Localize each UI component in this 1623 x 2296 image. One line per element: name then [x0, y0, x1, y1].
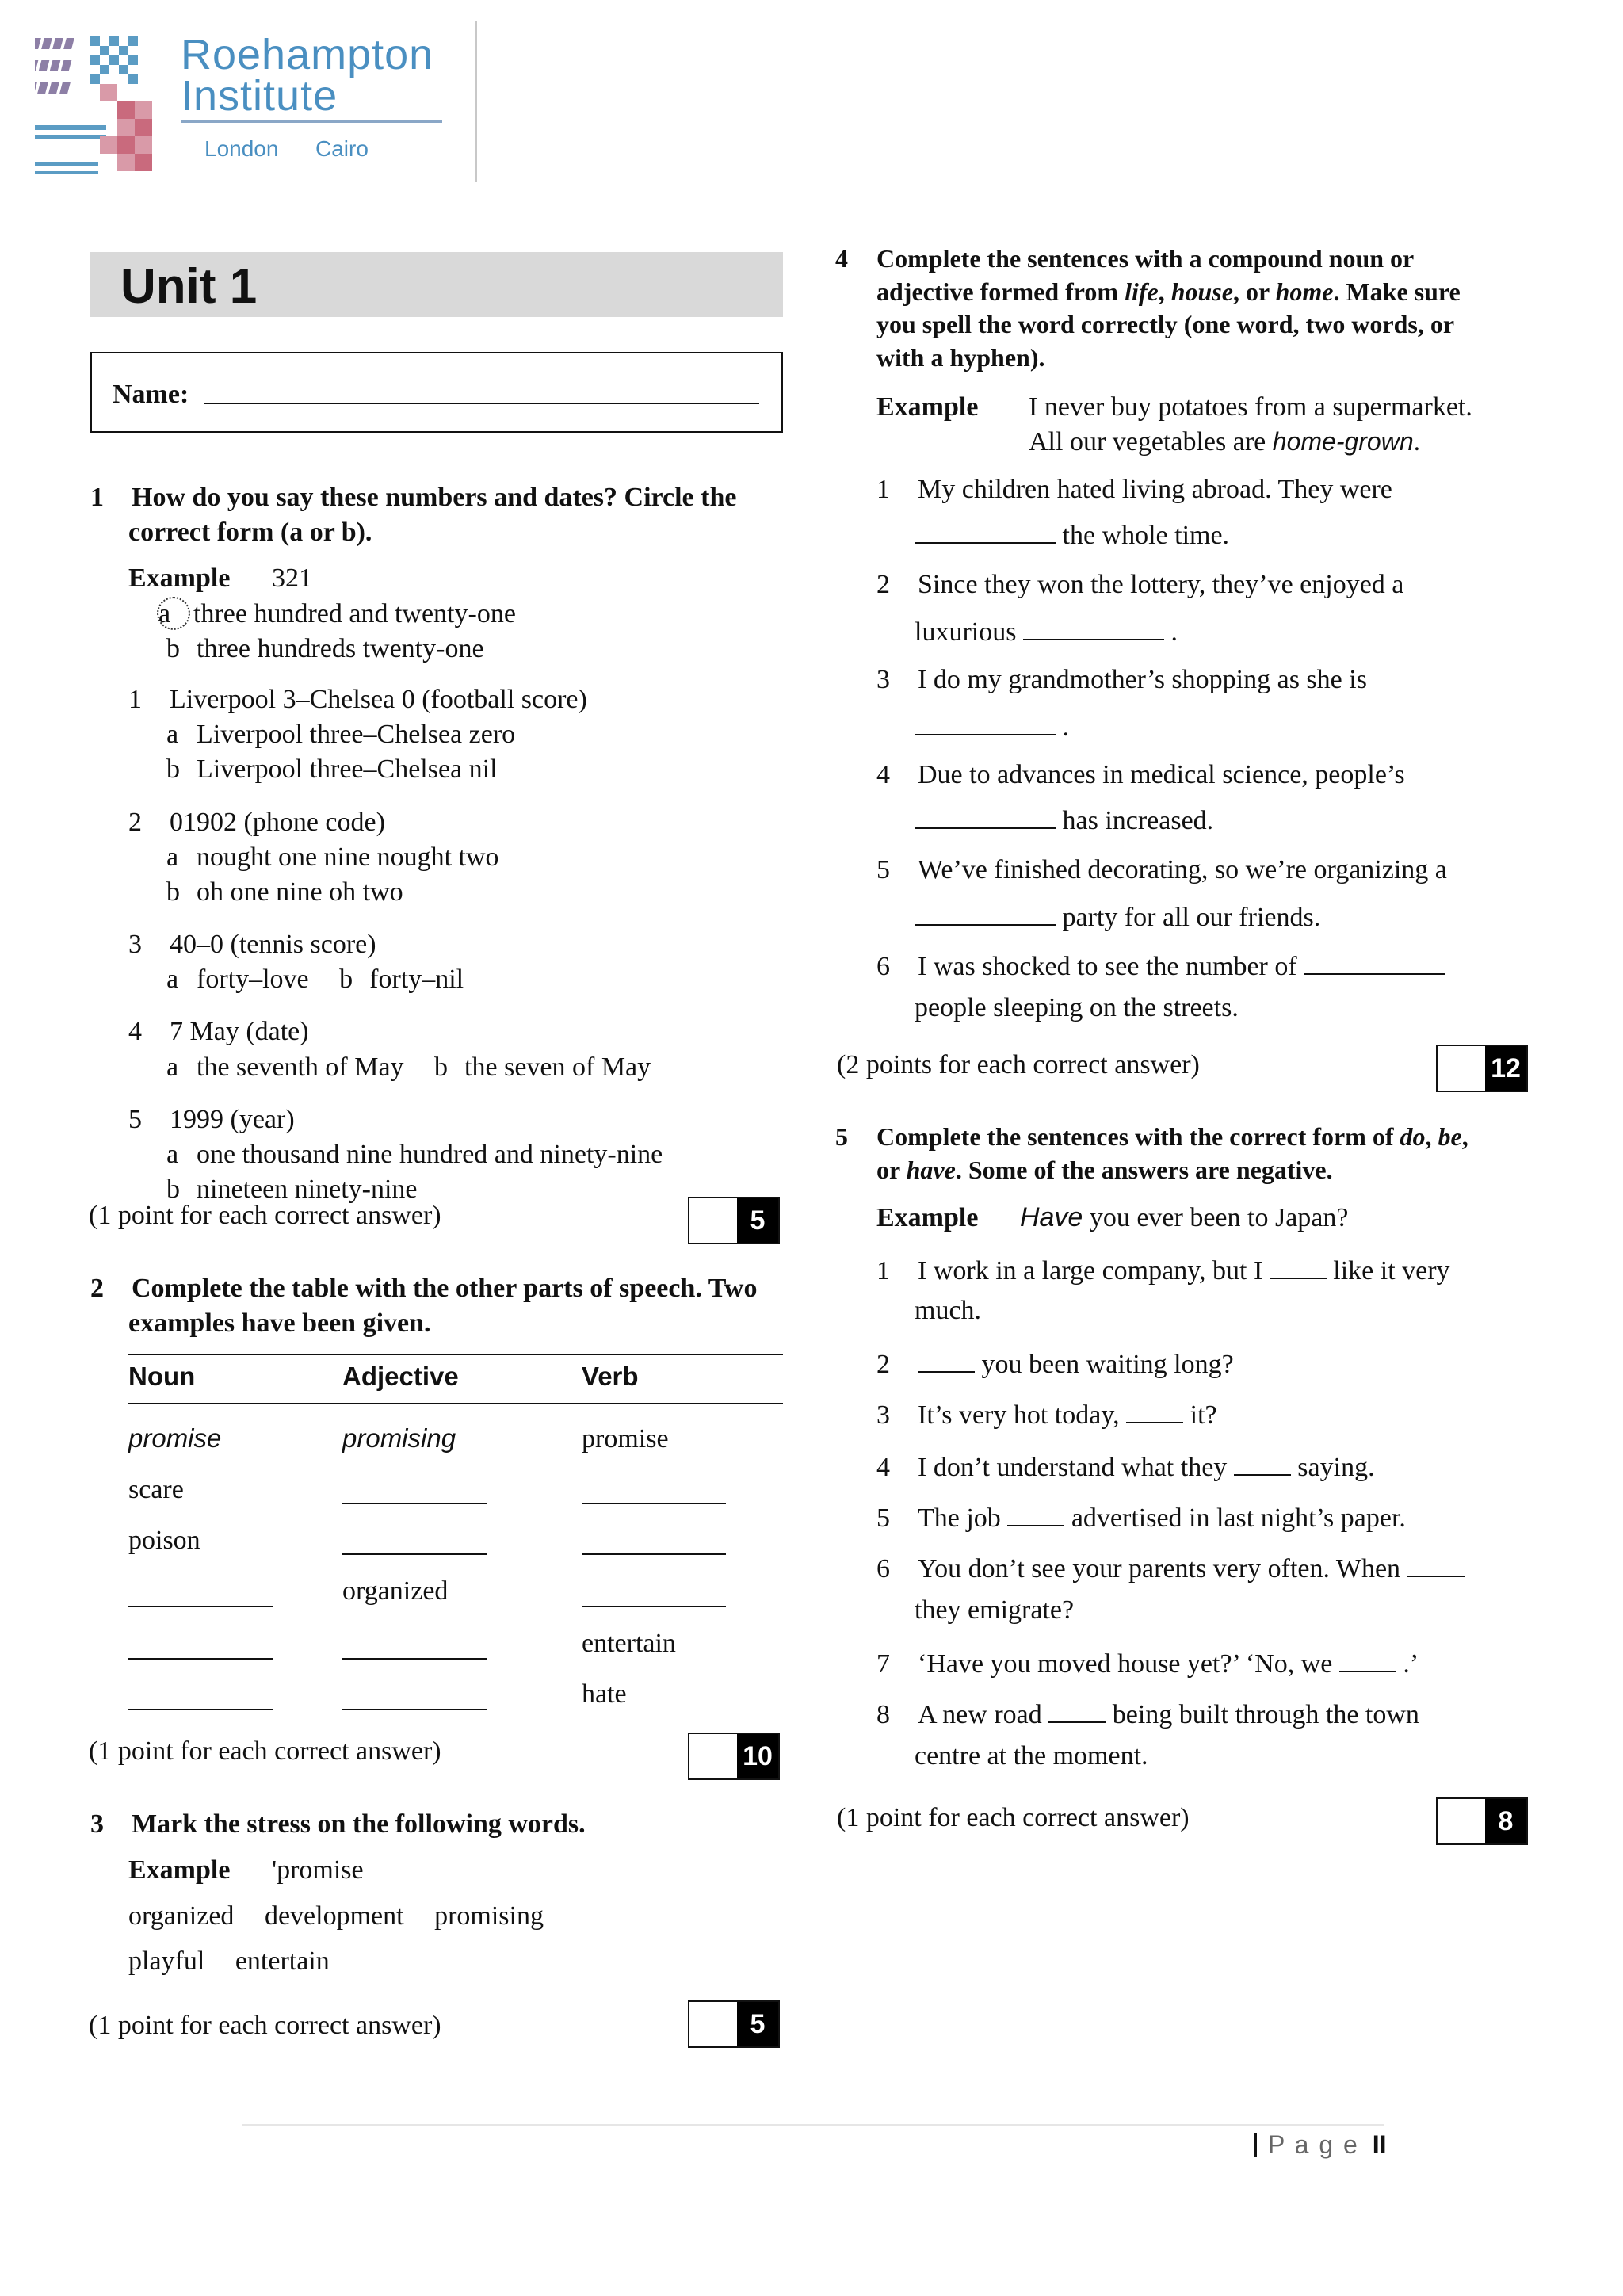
name-box — [90, 352, 783, 433]
q3-section — [90, 1807, 788, 1979]
q4-item: 3 I do my grandmother’s shopping as she is — [876, 665, 1367, 694]
q4-number: 4 — [835, 244, 848, 273]
stress-word: organized — [128, 1901, 235, 1931]
stress-word: playful — [128, 1946, 205, 1976]
q4-item-line2: the whole time. — [915, 515, 1229, 553]
answer-blank[interactable] — [915, 897, 1056, 926]
page-label: P a g e — [1268, 2130, 1359, 2159]
q1-example-label: Example — [128, 563, 231, 594]
q1-item: 5 1999 (year) a one thousand nine hundred and ninety-nine b nineteen ninety-nine — [128, 1104, 663, 1205]
table-cell: promise — [582, 1424, 669, 1454]
q5-item: 1 I work in a large company, but I like it very — [876, 1251, 1450, 1289]
q5-score: 8 — [1485, 1799, 1526, 1843]
table-cell: organized — [342, 1576, 449, 1606]
q3-score: 5 — [737, 2002, 778, 2046]
q2-title: 2 Complete the table with the other parts of speech. Two examples have been given. — [90, 1271, 788, 1341]
answer-blank[interactable] — [128, 1709, 273, 1710]
answer-blank[interactable] — [1339, 1644, 1396, 1672]
q1-item: 1 Liverpool 3–Chelsea 0 (football score) a Liverpool three–Chelsea zero b Liverpool three–Chelsea nil — [128, 684, 587, 785]
table-cell: entertain — [582, 1629, 676, 1658]
answer-blank[interactable] — [915, 800, 1056, 829]
answer-blank[interactable] — [582, 1553, 726, 1555]
q1-score: 5 — [737, 1198, 778, 1243]
q4-item: 4 Due to advances in medical science, people’s — [876, 760, 1405, 789]
answer-blank[interactable] — [128, 1658, 273, 1660]
q4-item-line2: people sleeping on the streets. — [915, 993, 1239, 1022]
q1-option-b[interactable]: forty–nil — [369, 965, 464, 995]
q5-example: Example Have you ever been to Japan? — [876, 1202, 1349, 1232]
q1-item: 2 01902 (phone code) a nought one nine nought two b oh one nine oh two — [128, 807, 499, 907]
answer-blank[interactable] — [342, 1709, 487, 1710]
q3-example-value: 'promise — [271, 1855, 364, 1885]
q5-points: (1 point for each correct answer) — [837, 1803, 1190, 1832]
q5-item-line2: centre at the moment. — [915, 1741, 1148, 1771]
q1-example-value: 321 — [271, 563, 312, 594]
footer-rule — [242, 2124, 1384, 2126]
q4-item-line2: party for all our friends. — [915, 897, 1320, 935]
answer-blank[interactable] — [918, 1344, 975, 1373]
q1-title-line2: correct form (a or b). — [128, 518, 372, 548]
logo-sub: Institute — [181, 72, 338, 120]
answer-blank[interactable] — [342, 1658, 487, 1660]
q1-example-option-a: three hundred and twenty-one — [193, 598, 516, 628]
q4-score: 12 — [1485, 1046, 1526, 1091]
q5-number: 5 — [835, 1122, 848, 1151]
q5-item: 3 It’s very hot today, it? — [876, 1395, 1217, 1433]
q2-table-header-rule — [128, 1403, 783, 1404]
table-cell: hate — [582, 1679, 627, 1709]
q5-item: 8 A new road being built through the town — [876, 1694, 1419, 1733]
answer-blank[interactable] — [582, 1503, 726, 1504]
q4-item: 2 Since they won the lottery, they’ve enjoyed a — [876, 570, 1404, 599]
stress-word: entertain — [235, 1946, 330, 1976]
q1-item: 3 40–0 (tennis score) a forty–love b forty–nil — [128, 930, 464, 995]
q5-item: 2 you been waiting long? — [876, 1344, 1234, 1382]
q2-number: 2 — [90, 1274, 104, 1303]
q4-score-box — [1436, 1045, 1528, 1092]
q5-example-label: Example — [876, 1203, 979, 1232]
answer-blank[interactable] — [915, 707, 1056, 735]
name-label: Name: — [113, 380, 189, 409]
q1-section: 1 How do you say these numbers and dates? Circle the correct form (a or b). Example 321 a three hundred and twenty-one b three hundreds twenty-one 1 Liverpool 3–Chelsea 0 (football score) a Liverpool three–Chelsea zero b Liverpool three–Chelsea nil 2 01902 (phone code) a nought one nine nought two b oh one nine oh two 3 40–0 (tennis score) a forty–love b forty–nil 4 7 May (date) a the seventh of May b the seven of May 5 1999 (year) a one thousand nine hundred and ninety-nine b nineteen ninety-nine — [90, 480, 788, 1207]
q5-item: 7 ‘Have you moved house yet?’ ‘No, we .’ — [876, 1644, 1419, 1682]
q1-option-a[interactable]: the seventh of May — [197, 1052, 404, 1082]
header-divider — [475, 21, 477, 182]
logo-mark-icon — [35, 32, 185, 182]
table-cell: scare — [128, 1475, 184, 1504]
q1-item: 4 7 May (date) a the seventh of May b the seven of May — [128, 1017, 651, 1082]
q1-option-a[interactable]: one thousand nine hundred and ninety-nine — [197, 1140, 663, 1169]
q1-option-b[interactable]: the seven of May — [464, 1052, 651, 1082]
stress-word: development — [264, 1901, 404, 1931]
logo-rule — [181, 120, 442, 123]
answer-blank[interactable] — [128, 1606, 273, 1607]
answer-blank[interactable] — [1407, 1549, 1465, 1577]
q5-score-box — [1436, 1797, 1528, 1845]
q5-item: 4 I don’t understand what they saying. — [876, 1447, 1375, 1485]
q4-item-line2: luxurious . — [915, 612, 1178, 650]
q1-option-b[interactable]: oh one nine oh two — [197, 877, 403, 907]
q2-header-adjective: Adjective — [342, 1362, 459, 1391]
logo-city-london: London — [204, 136, 279, 161]
q4-title: 4 Complete the sentences with a compound noun or adjective formed from life, house, or home. Make sure you spell the word correctly (one word, two words, or with a hyphen). — [835, 244, 1461, 372]
unit-title-bar — [90, 252, 783, 317]
answer-blank[interactable] — [342, 1553, 487, 1555]
q4-item-line2: . — [915, 707, 1069, 745]
q3-points: (1 point for each correct answer) — [89, 2011, 441, 2040]
answer-blank[interactable] — [1304, 946, 1445, 975]
q1-option-a[interactable]: forty–love — [197, 965, 309, 995]
stress-word: promising — [434, 1901, 544, 1931]
table-cell: poison — [128, 1526, 200, 1555]
footer-bar — [1254, 2133, 1257, 2157]
q1-points: (1 point for each correct answer) — [89, 1201, 441, 1230]
logo-name: Roehampton — [181, 31, 434, 78]
table-cell: promising — [342, 1423, 456, 1453]
q2-score: 10 — [737, 1734, 778, 1778]
q1-example-option-b: three hundreds twenty-one — [197, 633, 484, 663]
q4-item: 5 We’ve finished decorating, so we’re organizing a — [876, 855, 1447, 884]
q4-example-label: Example — [876, 392, 979, 422]
q4-points: (2 points for each correct answer) — [837, 1050, 1200, 1079]
q2-table-top-rule — [128, 1354, 783, 1355]
q5-title: 5 Complete the sentences with the correct form of do, be, or have. Some of the answers are negative. — [835, 1122, 1468, 1184]
q1-title: How do you say these numbers and dates? Circle the — [132, 483, 737, 512]
q2-header-verb: Verb — [582, 1362, 639, 1391]
answer-blank[interactable] — [1126, 1395, 1183, 1423]
q3-example-label: Example — [128, 1855, 231, 1885]
q3-title: Mark the stress on the following words. — [132, 1809, 586, 1839]
name-field[interactable] — [204, 403, 759, 404]
q5-item-line2: much. — [915, 1296, 982, 1325]
q4-item-line2: has increased. — [915, 800, 1213, 839]
q5-item: 5 The job advertised in last night’s paper. — [876, 1498, 1406, 1536]
q1-option-b[interactable]: nineteen ninety-nine — [197, 1175, 418, 1205]
page-footer — [1254, 2130, 1387, 2160]
answer-blank[interactable] — [1270, 1251, 1327, 1279]
answer-blank[interactable] — [582, 1606, 726, 1607]
table-cell: promise — [128, 1423, 222, 1453]
q3-score-box — [688, 2000, 780, 2048]
answer-blank[interactable] — [1234, 1447, 1291, 1476]
q1-option-a[interactable]: Liverpool three–Chelsea zero — [197, 720, 516, 750]
answer-blank[interactable] — [915, 515, 1056, 544]
q3-number: 3 — [90, 1809, 104, 1839]
answer-blank[interactable] — [1048, 1694, 1106, 1723]
q1-number: 1 — [90, 483, 104, 512]
page-number: II — [1372, 2130, 1387, 2159]
q4-item: 6 I was shocked to see the number of — [876, 946, 1445, 984]
answer-blank[interactable] — [1007, 1498, 1064, 1526]
q2-score-box — [688, 1733, 780, 1780]
q4-item: 1 My children hated living abroad. They were — [876, 475, 1392, 504]
q1-option-b[interactable]: Liverpool three–Chelsea nil — [197, 755, 498, 785]
answer-blank[interactable] — [342, 1503, 487, 1504]
q1-score-box — [688, 1197, 780, 1244]
q5-item-line2: they emigrate? — [915, 1595, 1075, 1625]
logo — [35, 32, 447, 182]
q1-option-a[interactable]: nought one nine nought two — [197, 842, 499, 872]
answer-blank[interactable] — [1023, 612, 1164, 640]
q2-header-noun: Noun — [128, 1362, 196, 1391]
logo-city-cairo: Cairo — [315, 136, 369, 161]
q2-points: (1 point for each correct answer) — [89, 1736, 441, 1766]
unit-title: Unit 1 — [120, 259, 258, 314]
q5-item: 6 You don’t see your parents very often. When — [876, 1549, 1465, 1587]
q4-example: Example I never buy potatoes from a supermarket. All our vegetables are home-grown. — [876, 392, 1472, 457]
